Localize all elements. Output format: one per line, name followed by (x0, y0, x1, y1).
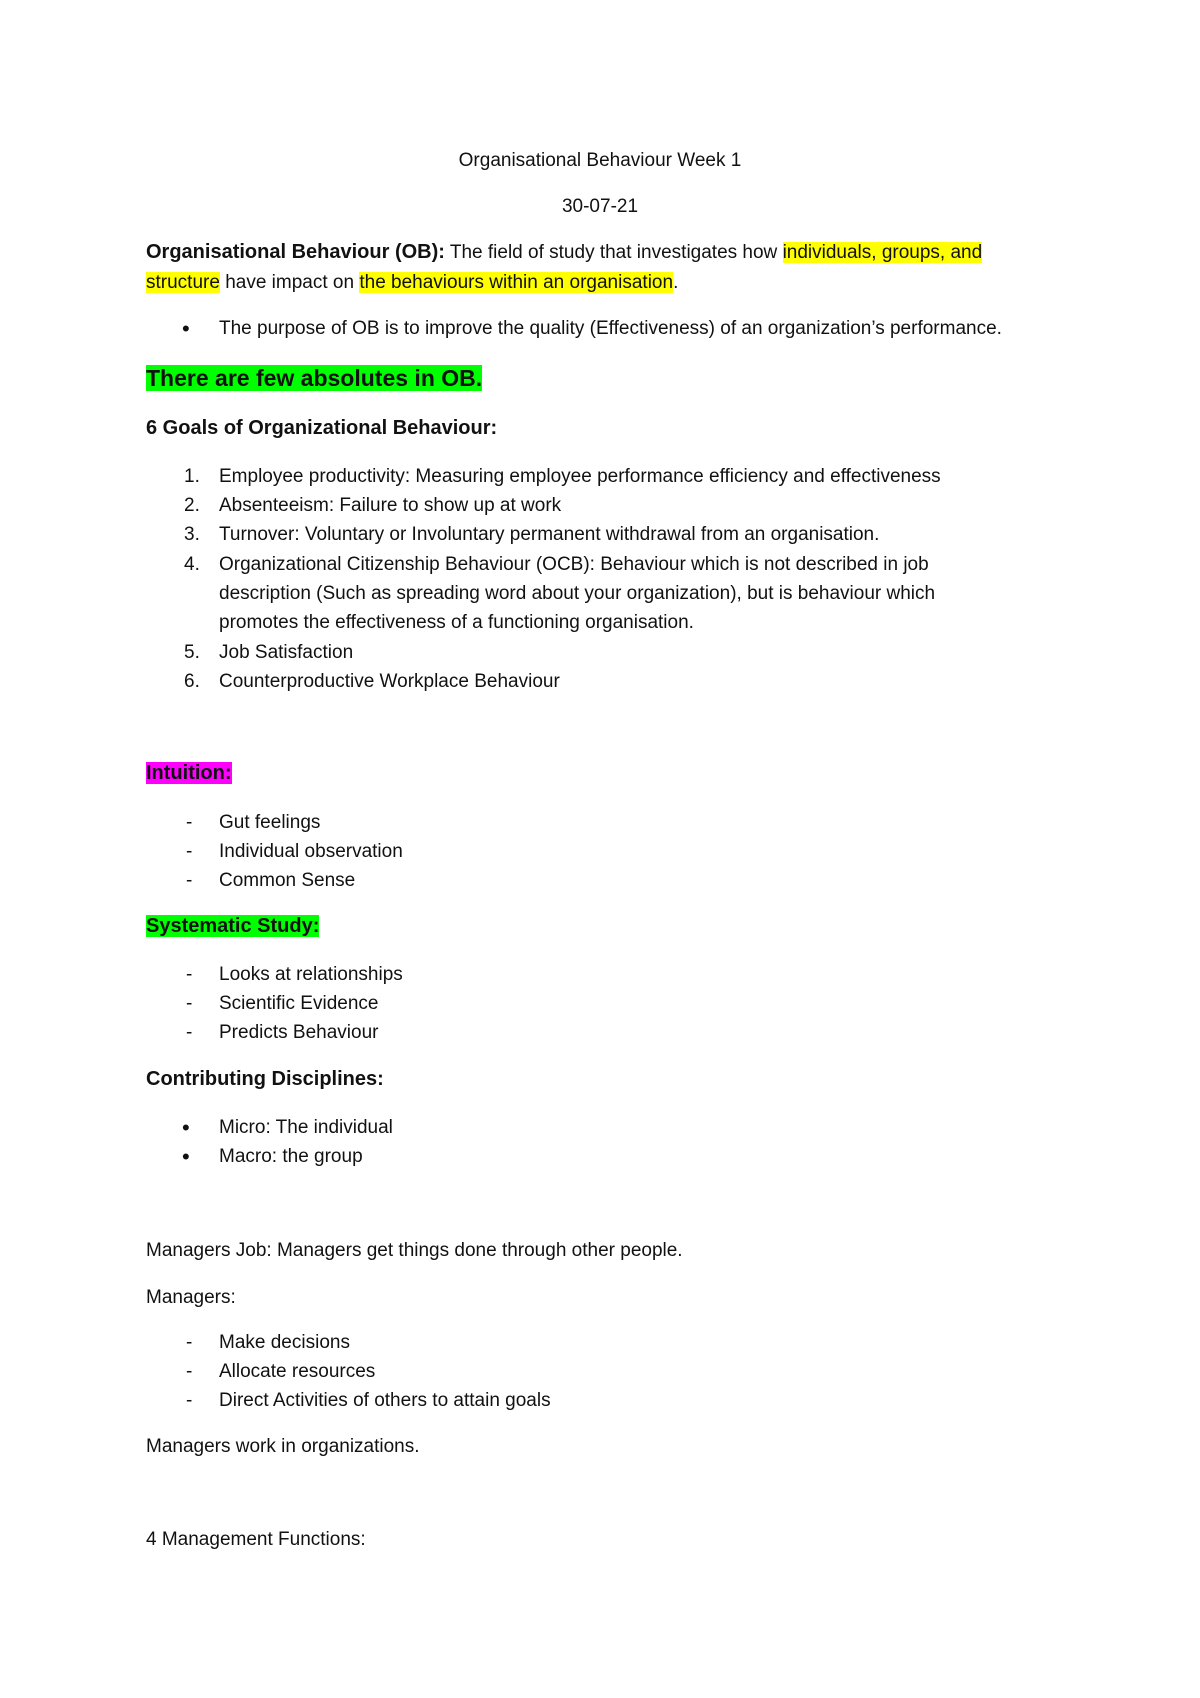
bullet-marker: • (182, 1144, 190, 1169)
goal-number: 2. (184, 495, 200, 516)
disciplines-heading: Contributing Disciplines: (146, 1068, 384, 1090)
systematic-item-text: Scientific Evidence (219, 993, 379, 1014)
goals-heading: 6 Goals of Organizational Behaviour: (146, 417, 498, 439)
goal-number: 4. (184, 554, 200, 575)
document-title: Organisational Behaviour Week 1 (458, 150, 742, 171)
systematic-heading: Systematic Study: (146, 915, 320, 937)
functions-line: 4 Management Functions: (146, 1529, 366, 1550)
ob-highlight-structure: structure (146, 272, 220, 293)
managers-job-line: Managers Job: Managers get things done through other people. (146, 1240, 683, 1261)
ob-definition-line-1 (146, 238, 982, 267)
systematic-item-text: Looks at relationships (219, 964, 403, 985)
dash-marker: - (186, 812, 193, 833)
dash-marker: - (186, 1332, 193, 1353)
ob-definition-text: The field of study that investigates how (444, 242, 783, 263)
managers-item-text: Make decisions (219, 1332, 350, 1353)
dash-marker: - (186, 870, 193, 891)
absolutes-highlight: There are few absolutes in OB. (146, 365, 483, 391)
dash-marker: - (186, 841, 193, 862)
systematic-heading-line (146, 912, 319, 941)
goal-number: 6. (184, 671, 200, 692)
dash-marker: - (186, 993, 193, 1014)
goal-text: Turnover: Voluntary or Involuntary permanent withdrawal from an organisation. (219, 524, 880, 545)
purpose-text: The purpose of OB is to improve the quality (Effectiveness) of an organization’s performance. (219, 318, 1002, 339)
goal-text: Counterproductive Workplace Behaviour (219, 671, 560, 692)
goal-text-line-1: Organizational Citizenship Behaviour (OCB): Behaviour which is not described in job (219, 554, 929, 575)
managers-work-line: Managers work in organizations. (146, 1436, 420, 1457)
goal-number: 1. (184, 466, 200, 487)
ob-highlight-behaviours: the behaviours within an organisation (359, 272, 674, 293)
intuition-item-text: Common Sense (219, 870, 356, 891)
ob-definition-line-2 (146, 268, 678, 297)
ob-definition-period: . (673, 272, 679, 293)
managers-item-text: Allocate resources (219, 1361, 376, 1382)
dash-marker: - (186, 1022, 193, 1043)
dash-marker: - (186, 1390, 193, 1411)
goal-text-line-2: description (Such as spreading word about your organization), but is behaviour which (219, 583, 936, 604)
intuition-item-text: Gut feelings (219, 812, 321, 833)
disciplines-item-text: Macro: the group (219, 1146, 363, 1167)
goal-text: Job Satisfaction (219, 642, 354, 663)
dash-marker: - (186, 964, 193, 985)
goal-number: 3. (184, 524, 200, 545)
absolutes-line (146, 362, 482, 395)
intuition-item-text: Individual observation (219, 841, 403, 862)
goal-text: Absenteeism: Failure to show up at work (219, 495, 562, 516)
dash-marker: - (186, 1361, 193, 1382)
systematic-item-text: Predicts Behaviour (219, 1022, 379, 1043)
ob-definition-text-2: have impact on (219, 272, 360, 293)
managers-label: Managers: (146, 1287, 236, 1308)
bullet-marker: • (182, 1115, 190, 1140)
managers-item-text: Direct Activities of others to attain goals (219, 1390, 551, 1411)
document-date: 30-07-21 (561, 196, 639, 217)
ob-definition-term: Organisational Behaviour (OB): (146, 241, 445, 263)
intuition-heading-line (146, 759, 232, 788)
goal-number: 5. (184, 642, 200, 663)
bullet-marker: • (182, 316, 190, 341)
disciplines-item-text: Micro: The individual (219, 1117, 393, 1138)
goal-text: Employee productivity: Measuring employee performance efficiency and effectiveness (219, 466, 941, 487)
intuition-heading: Intuition: (146, 762, 232, 784)
goal-text-line-3: promotes the effectiveness of a functioning organisation. (219, 612, 694, 633)
ob-highlight-individuals: individuals, groups, and (782, 242, 983, 263)
